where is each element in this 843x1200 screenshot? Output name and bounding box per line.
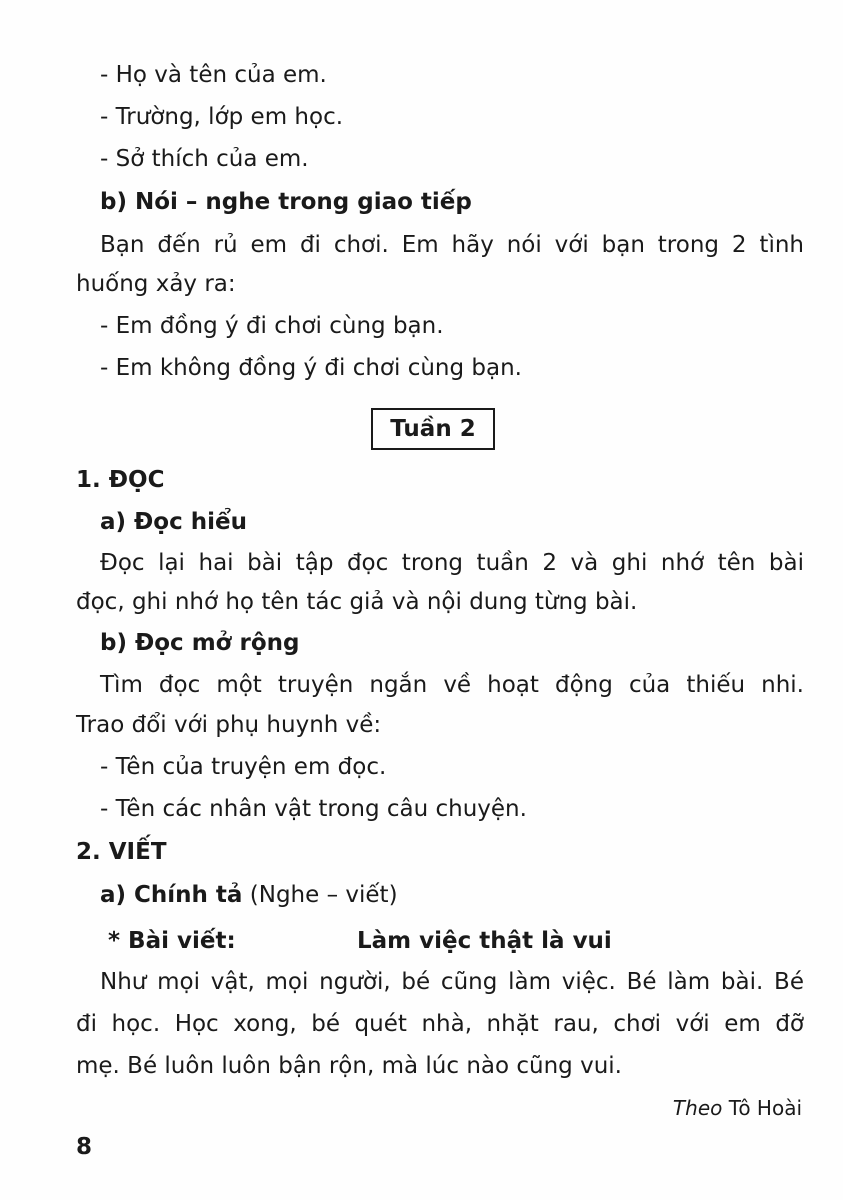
comprehension-heading: a) Đọc hiểu [100, 509, 247, 535]
speaking-heading: b) Nói – nghe trong giao tiếp [100, 189, 472, 215]
speaking-text-line-1: Bạn đến rủ em đi chơi. Em hãy nói với bạn trong 2 tình [100, 232, 804, 258]
attribution [673, 1093, 802, 1123]
speaking-item-disagree: - Em không đồng ý đi chơi cùng bạn. [100, 355, 522, 381]
attribution-prefix: Theo [672, 1096, 723, 1120]
comprehension-text-line-1: Đọc lại hai bài tập đọc trong tuần 2 và ghi nhớ tên bài [100, 550, 804, 576]
extended-item-characters: - Tên các nhân vật trong câu chuyện. [100, 796, 527, 822]
dictation-note: (Nghe – viết) [249, 882, 398, 908]
writing-heading: 2. VIẾT [76, 839, 167, 865]
reading-heading: 1. ĐỌC [76, 467, 165, 493]
intro-item-hobby: - Sở thích của em. [100, 146, 309, 172]
intro-item-name: - Họ và tên của em. [100, 62, 327, 88]
intro-item-school: - Trường, lớp em học. [100, 104, 344, 130]
page-number: 8 [76, 1134, 93, 1160]
passage-line-1: Như mọi vật, mọi người, bé cũng làm việc. Bé làm bài. Bé [100, 969, 804, 995]
speaking-text-line-2: huống xảy ra: [76, 271, 236, 297]
extended-reading-heading: b) Đọc mở rộng [100, 630, 300, 656]
comprehension-text-line-2: đọc, ghi nhớ họ tên tác giả và nội dung từng bài. [76, 589, 638, 615]
extended-text-line-1: Tìm đọc một truyện ngắn về hoạt động của thiếu nhi. [100, 672, 804, 698]
dictation-heading: a) Chính tả [100, 882, 243, 908]
piece-title: Làm việc thật là vui [357, 928, 612, 954]
extended-text-line-2: Trao đổi với phụ huynh về: [76, 712, 382, 738]
week-label-box [371, 408, 495, 450]
attribution-author: Tô Hoài [728, 1096, 802, 1120]
passage-line-3: mẹ. Bé luôn luôn bận rộn, mà lúc nào cũng vui. [76, 1053, 622, 1079]
passage-line-2: đi học. Học xong, bé quét nhà, nhặt rau, chơi với em đỡ [76, 1011, 804, 1037]
week-label: Tuần 2 [390, 416, 476, 442]
dictation-line [100, 880, 398, 910]
piece-label: * Bài viết: [108, 928, 236, 954]
extended-item-story-title: - Tên của truyện em đọc. [100, 754, 387, 780]
speaking-item-agree: - Em đồng ý đi chơi cùng bạn. [100, 313, 444, 339]
